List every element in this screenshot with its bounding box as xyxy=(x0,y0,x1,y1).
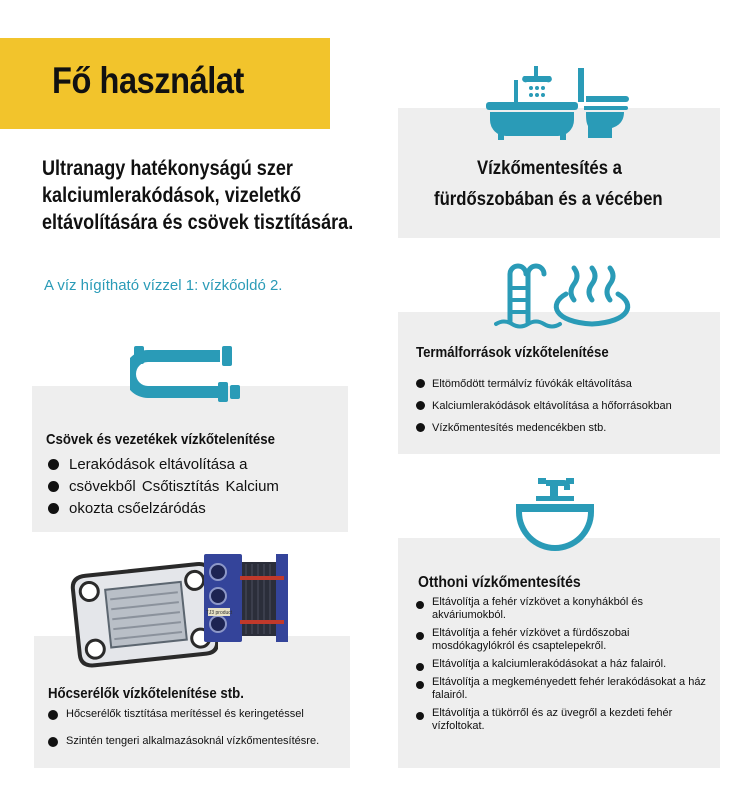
product-tag: TJ3 product xyxy=(205,610,233,616)
list-item: Eltávolítja a tükörről és az üvegről a kezdeti fehér vízfoltokat. xyxy=(416,707,716,733)
bullet-icon xyxy=(48,737,58,747)
bathroom-title-line2: fürdőszobában és a vécében xyxy=(434,189,663,210)
list-item: Szintén tengeri alkalmazásoknál vízkőmentesítésre. xyxy=(48,735,348,748)
list-item: Vízkőmentesítés medencékben stb. xyxy=(416,422,716,435)
intro-headline: Ultranagy hatékonyságú szer kalciumlerakódások, vizeletkő eltávolítására és csövek tisztítására. xyxy=(42,157,354,234)
bullet-icon xyxy=(416,401,425,410)
page-title: Fő használat xyxy=(52,60,244,101)
bullet-icon xyxy=(48,710,58,720)
bullet-icon xyxy=(48,503,59,514)
list-item: csövekből Csőtisztítás Kalcium xyxy=(48,478,348,495)
list-item: Lerakódások eltávolítása a xyxy=(48,456,348,473)
bullet-icon xyxy=(416,663,424,671)
exchanger-title: Hőcserélők vízkőtelenítése stb. xyxy=(48,685,244,702)
list-item: Eltávolítja a fehér vízkövet a fürdőszobai mosdókagylókról és csaptelepekről. xyxy=(416,627,716,653)
dilution-note: A víz hígítható vízzel 1: vízkőoldó 2. xyxy=(44,277,283,294)
bullet-icon xyxy=(48,481,59,492)
gasket-plate-icon xyxy=(68,556,218,674)
bullet-icon xyxy=(48,459,59,470)
thermal-title: Termálforrások vízkőtelenítése xyxy=(416,344,609,361)
pipes-list xyxy=(48,456,348,517)
bathroom-title-line1: Vízkőmentesítés a xyxy=(477,158,622,179)
sink-icon xyxy=(516,476,594,558)
bathtub-icon xyxy=(484,62,580,140)
bullet-icon xyxy=(416,423,425,432)
bullet-icon xyxy=(416,379,425,388)
list-item: Kalciumlerakódások eltávolítása a hőforrásokban xyxy=(416,400,716,413)
pipes-title: Csövek és vezetékek vízkőtelenítése xyxy=(46,431,275,448)
list-item: Eltávolítja a megkeményedett fehér lerakódásokat a ház falairól. xyxy=(416,676,716,702)
home-title: Otthoni vízkőmentesítés xyxy=(418,574,581,591)
home-list xyxy=(416,596,716,733)
bullet-icon xyxy=(416,632,424,640)
list-item: Hőcserélők tisztítása merítéssel és keringetéssel xyxy=(48,708,348,721)
bullet-icon xyxy=(416,681,424,689)
toilet-icon xyxy=(574,66,630,140)
thermal-list xyxy=(416,378,716,435)
list-item: okozta csőelzáródás xyxy=(48,500,348,517)
bullet-icon xyxy=(416,601,424,609)
heat-exchanger-icon xyxy=(200,552,292,644)
hot-spring-icon xyxy=(494,260,644,332)
list-item: Eltömődött termálvíz fúvókák eltávolítása xyxy=(416,378,716,391)
list-item: Eltávolítja a kalciumlerakódásokat a ház falairól. xyxy=(416,658,716,671)
pipe-icon xyxy=(130,344,242,408)
bullet-icon xyxy=(416,712,424,720)
list-item: Eltávolítja a fehér vízkövet a konyhákból és akváriumokból. xyxy=(416,596,716,622)
exchanger-list xyxy=(48,708,348,748)
